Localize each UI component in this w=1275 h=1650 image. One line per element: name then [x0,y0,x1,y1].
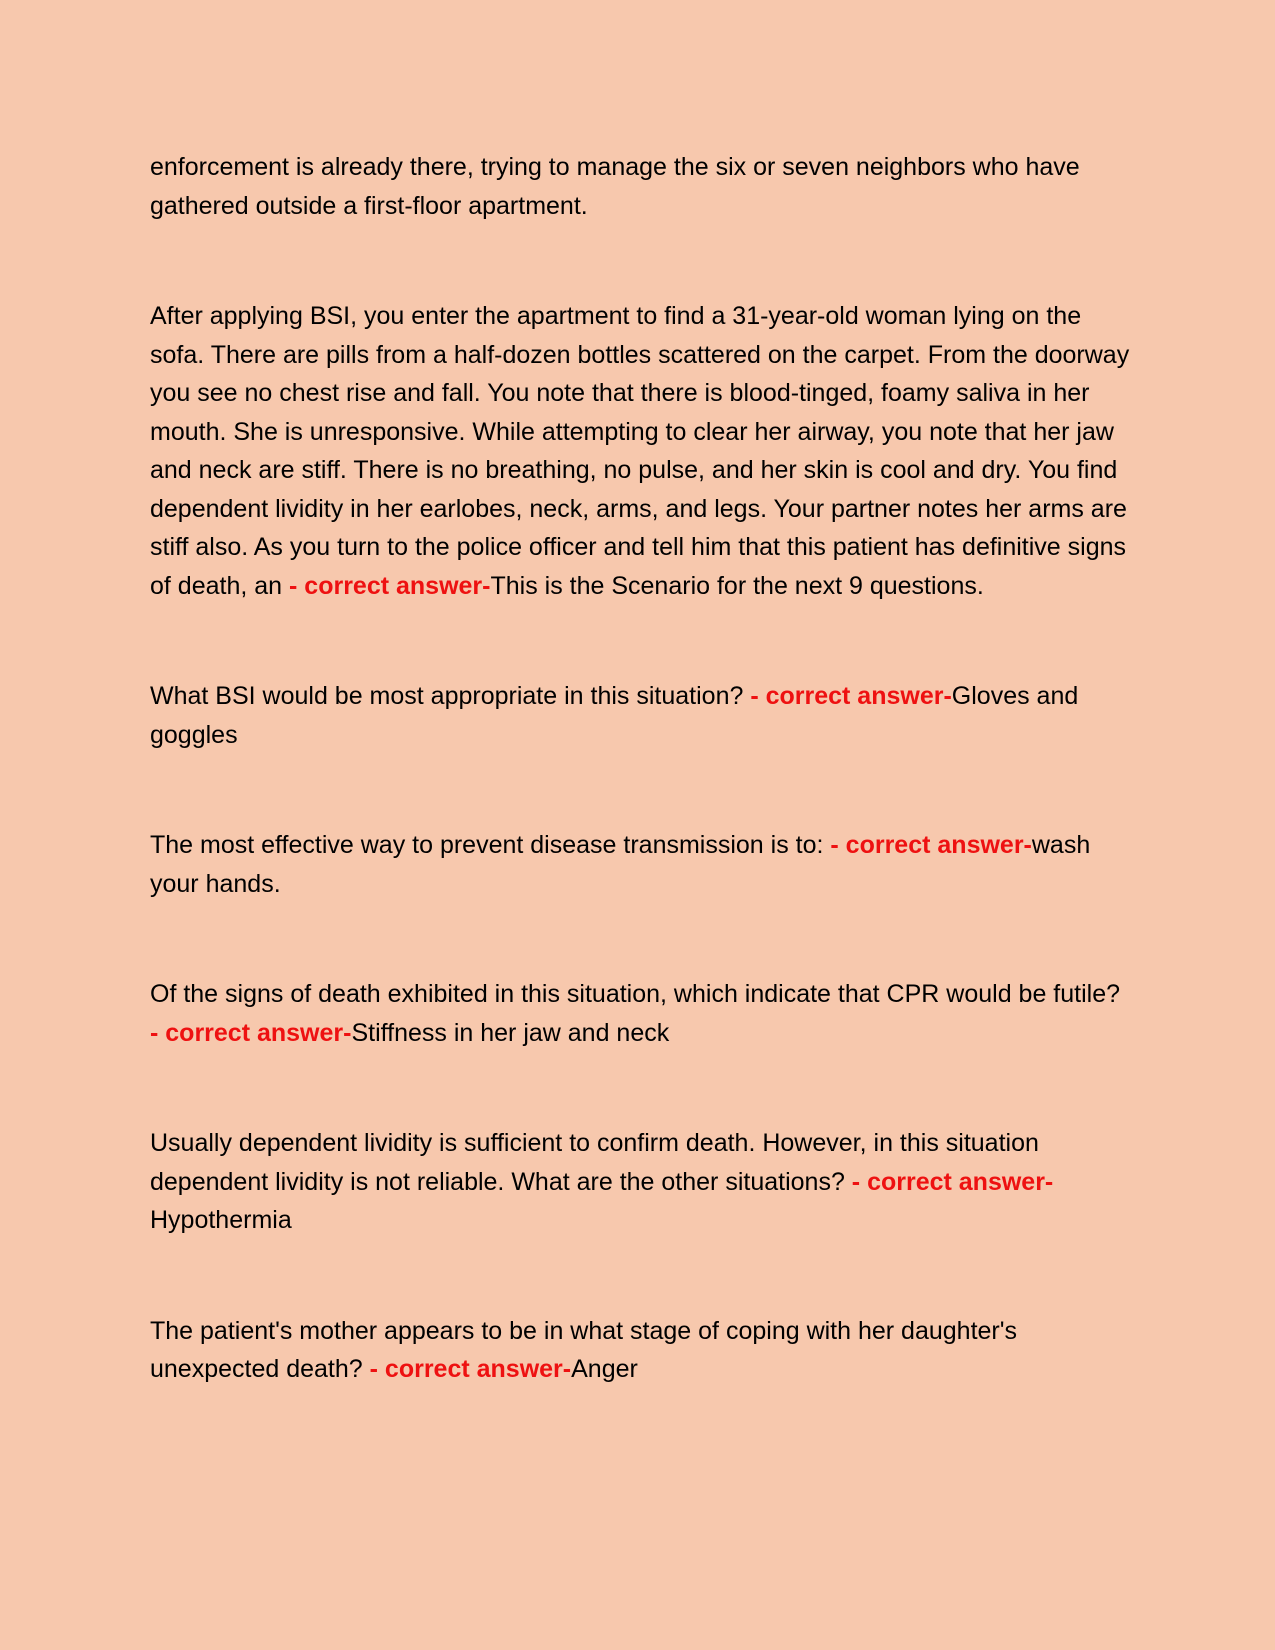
paragraph-question: Of the signs of death exhibited in this situation, which indicate that CPR would be futile? [150,980,1121,1008]
paragraph-scenario [150,297,1130,605]
question-bsi [150,677,1130,754]
paragraph-question: After applying BSI, you enter the apartment to find a 31-year-old woman lying on the sofa. There are pills from a half-dozen bottles scattered on the carpet. From the doorway you see no chest rise and fall. You note that there is blood-tinged, foamy saliva in her mouth. She is unresponsive. While attempting to clear her airway, you note that her jaw and neck are stiff. There is no breathing, no pulse, and her skin is cool and dry. You find dependent lividity in her earlobes, neck, arms, and legs. Your partner notes her arms are stiff also. As you turn to the police officer and tell him that this patient has definitive signs of death, an [150,302,1130,600]
paragraph-answer: This is the Scenario for the next 9 questions. [490,571,984,600]
paragraph-question: The most effective way to prevent disease transmission is to: [150,831,831,859]
correct-answer-marker: - correct answer- [369,1355,572,1383]
correct-answer-marker: - correct answer- [150,1018,352,1047]
paragraph-gap [150,225,1125,297]
correct-answer-marker: - correct answer- [750,682,952,710]
correct-answer-marker: - correct answer- [851,1167,1054,1196]
paragraph-question: What BSI would be most appropriate in this situation? [150,682,751,710]
paragraph-answer: Gloves and goggles [150,682,1079,749]
question-coping-stage [150,1312,1130,1389]
paragraph-text: enforcement is already there, trying to manage the six or seven neighbors who have gathered outside a first-floor apartment. [150,153,1080,220]
correct-answer-marker: - correct answer- [830,831,1032,859]
paragraph-answer: Stiffness in her jaw and neck [351,1018,670,1047]
correct-answer-marker: - correct answer- [289,571,491,600]
paragraph-gap [150,903,1125,975]
paragraph-question: Usually dependent lividity is sufficient to confirm death. However, in this situation dependent lividity is not reliable. What are the other situations? [150,1129,1039,1196]
paragraph-question: The patient's mother appears to be in what stage of coping with her daughter's unexpected death? [150,1316,1018,1383]
paragraph-answer: wash your hands. [150,831,1091,898]
paragraph-gap [150,1240,1125,1312]
paragraph-gap [150,605,1125,677]
paragraph-gap [150,1052,1125,1124]
paragraph-answer: Hypothermia [150,1206,292,1234]
question-disease-transmission [150,826,1130,903]
question-dependent-lividity [150,1124,1130,1240]
paragraph-intro [150,148,1130,225]
question-signs-of-death [150,975,1130,1052]
paragraph-gap [150,754,1125,826]
paragraph-answer: Anger [571,1355,638,1383]
